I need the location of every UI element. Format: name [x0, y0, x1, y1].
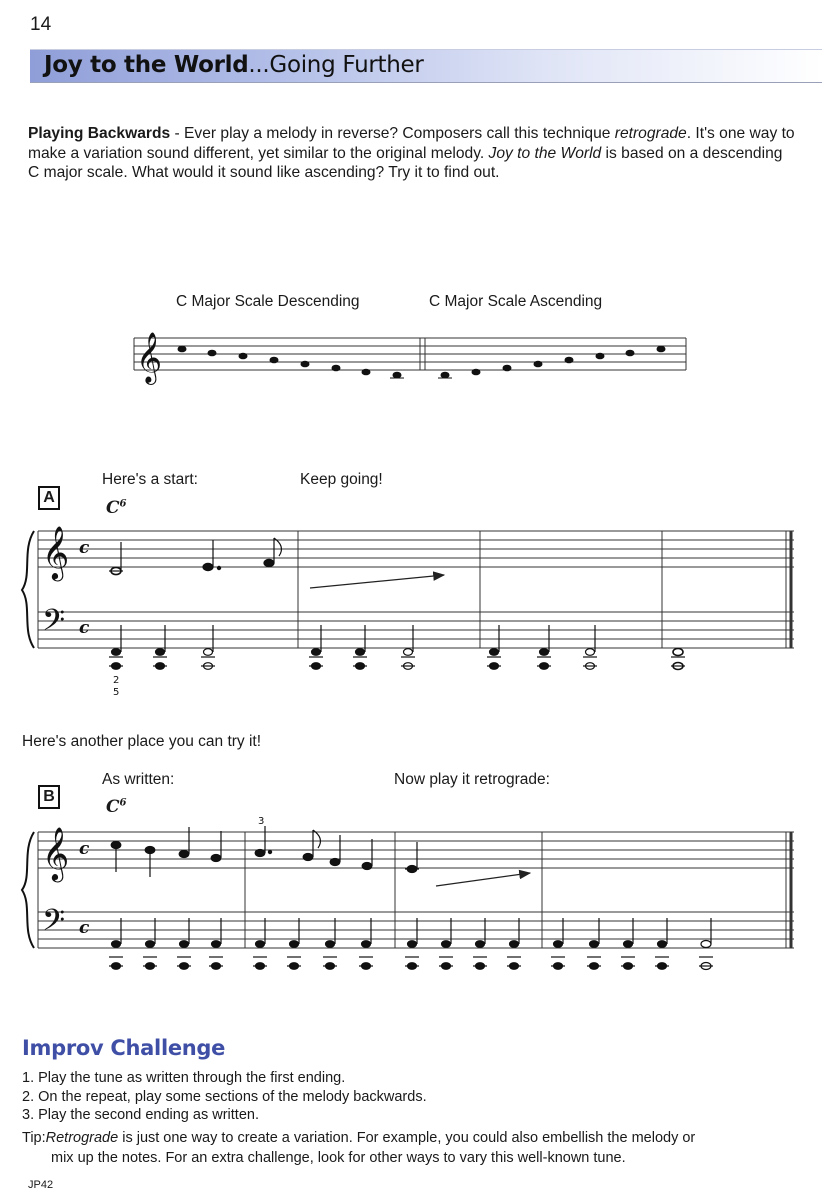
intro-lead: Playing Backwards	[28, 125, 171, 142]
improv-tip	[22, 1129, 812, 1168]
note-head	[362, 941, 371, 948]
note-head	[624, 941, 633, 948]
note-head	[510, 963, 519, 970]
note-head	[590, 941, 599, 948]
example-b-retro-label: Now play it retrograde:	[394, 771, 550, 788]
example-b-brace	[22, 832, 34, 948]
note-head	[624, 963, 633, 970]
note-head	[658, 941, 667, 948]
time-signature-treble: c	[79, 538, 90, 558]
bass-clef-icon: 𝄢	[42, 604, 66, 645]
tip-text-1: is just one way to create a variation. For example, you could also embellish the melody or	[118, 1130, 696, 1146]
example-a-box: A	[38, 486, 60, 510]
note-head	[180, 941, 189, 948]
note-head	[701, 941, 711, 948]
note-head	[290, 963, 299, 970]
fingering-number: 5	[113, 687, 120, 698]
time-signature-treble: c	[79, 839, 90, 859]
example-a-staff	[38, 531, 794, 648]
scale-descending-label: C Major Scale Descending	[176, 293, 360, 310]
intro-term-retrograde: retrograde	[614, 125, 687, 142]
fingering-number: 2	[113, 675, 120, 686]
tip-term: Retrograde	[45, 1130, 119, 1146]
page-number: 14	[30, 14, 52, 35]
tip-text-2: mix up the notes. For an extra challenge, look for other ways to vary this well-known tune.	[51, 1149, 626, 1166]
note-head	[256, 941, 265, 948]
note-head	[476, 963, 485, 970]
intro-song-title: Joy to the World	[488, 144, 602, 162]
note-head	[212, 963, 221, 970]
note-head	[442, 941, 451, 948]
note-head	[146, 941, 155, 948]
treble-clef-icon: 𝄞	[42, 525, 70, 579]
note-head	[362, 963, 371, 970]
intro-text-2: . It's one way to make a variation sound different, yet similar to the original melody.	[28, 125, 795, 162]
another-place-text: Here's another place you can try it!	[22, 733, 262, 750]
intro-text-1: - Ever play a melody in reverse? Composers call this technique	[170, 125, 615, 142]
title-bold: Joy to the World	[44, 52, 249, 78]
note-head	[658, 963, 667, 970]
list-item: 2. On the repeat, play some sections of the melody backwards.	[22, 1088, 427, 1105]
time-signature-bass: c	[79, 618, 90, 638]
note-head	[554, 941, 563, 948]
footer-code: JP42	[28, 1179, 54, 1191]
note-head	[146, 963, 155, 970]
time-signature-bass: c	[79, 918, 90, 938]
note-head	[290, 941, 299, 948]
note-head	[476, 941, 485, 948]
title-rest: ...Going Further	[248, 52, 424, 78]
note-head	[554, 963, 563, 970]
improv-steps	[22, 1069, 427, 1125]
example-a-bass-chords	[109, 625, 685, 670]
note-head	[326, 941, 335, 948]
note-head	[112, 941, 121, 948]
example-a-keep-label: Keep going!	[300, 471, 383, 488]
scale-ascending-label: C Major Scale Ascending	[429, 293, 603, 310]
note-head	[510, 941, 519, 948]
list-item: 3. Play the second ending as written.	[22, 1107, 259, 1123]
note-head	[212, 941, 221, 948]
treble-clef-icon: 𝄞	[136, 332, 163, 383]
example-a-chord-symbol: $C^6$	[106, 498, 127, 518]
example-b-bass-chords	[109, 918, 713, 970]
bass-clef-icon: 𝄢	[42, 904, 66, 945]
treble-clef-icon: 𝄞	[42, 826, 70, 880]
example-a-start-label: Here's a start:	[102, 471, 198, 488]
continue-arrow	[436, 873, 530, 886]
fingering-number: 3	[258, 816, 265, 827]
note-head	[408, 941, 417, 948]
intro-text-3: is based on a descending C major scale. What would it sound like ascending? Try it to find out.	[28, 144, 783, 181]
example-b-chord-symbol: $C^6$	[106, 797, 127, 817]
note-head	[442, 963, 451, 970]
example-b-written-label: As written:	[102, 771, 175, 788]
improv-heading: Improv Challenge	[22, 1036, 226, 1060]
example-a-brace	[22, 531, 34, 648]
tip-label: Tip:	[22, 1130, 46, 1146]
continue-arrow	[310, 575, 444, 588]
note-head	[590, 963, 599, 970]
example-a-melody	[109, 538, 281, 575]
note-head	[408, 963, 417, 970]
example-b-melody	[111, 826, 419, 877]
note-head	[256, 963, 265, 970]
example-b-box: B	[38, 785, 60, 809]
note-head	[326, 963, 335, 970]
note-head	[180, 963, 189, 970]
note-head	[112, 963, 121, 970]
list-item: 1. Play the tune as written through the first ending.	[22, 1070, 346, 1086]
